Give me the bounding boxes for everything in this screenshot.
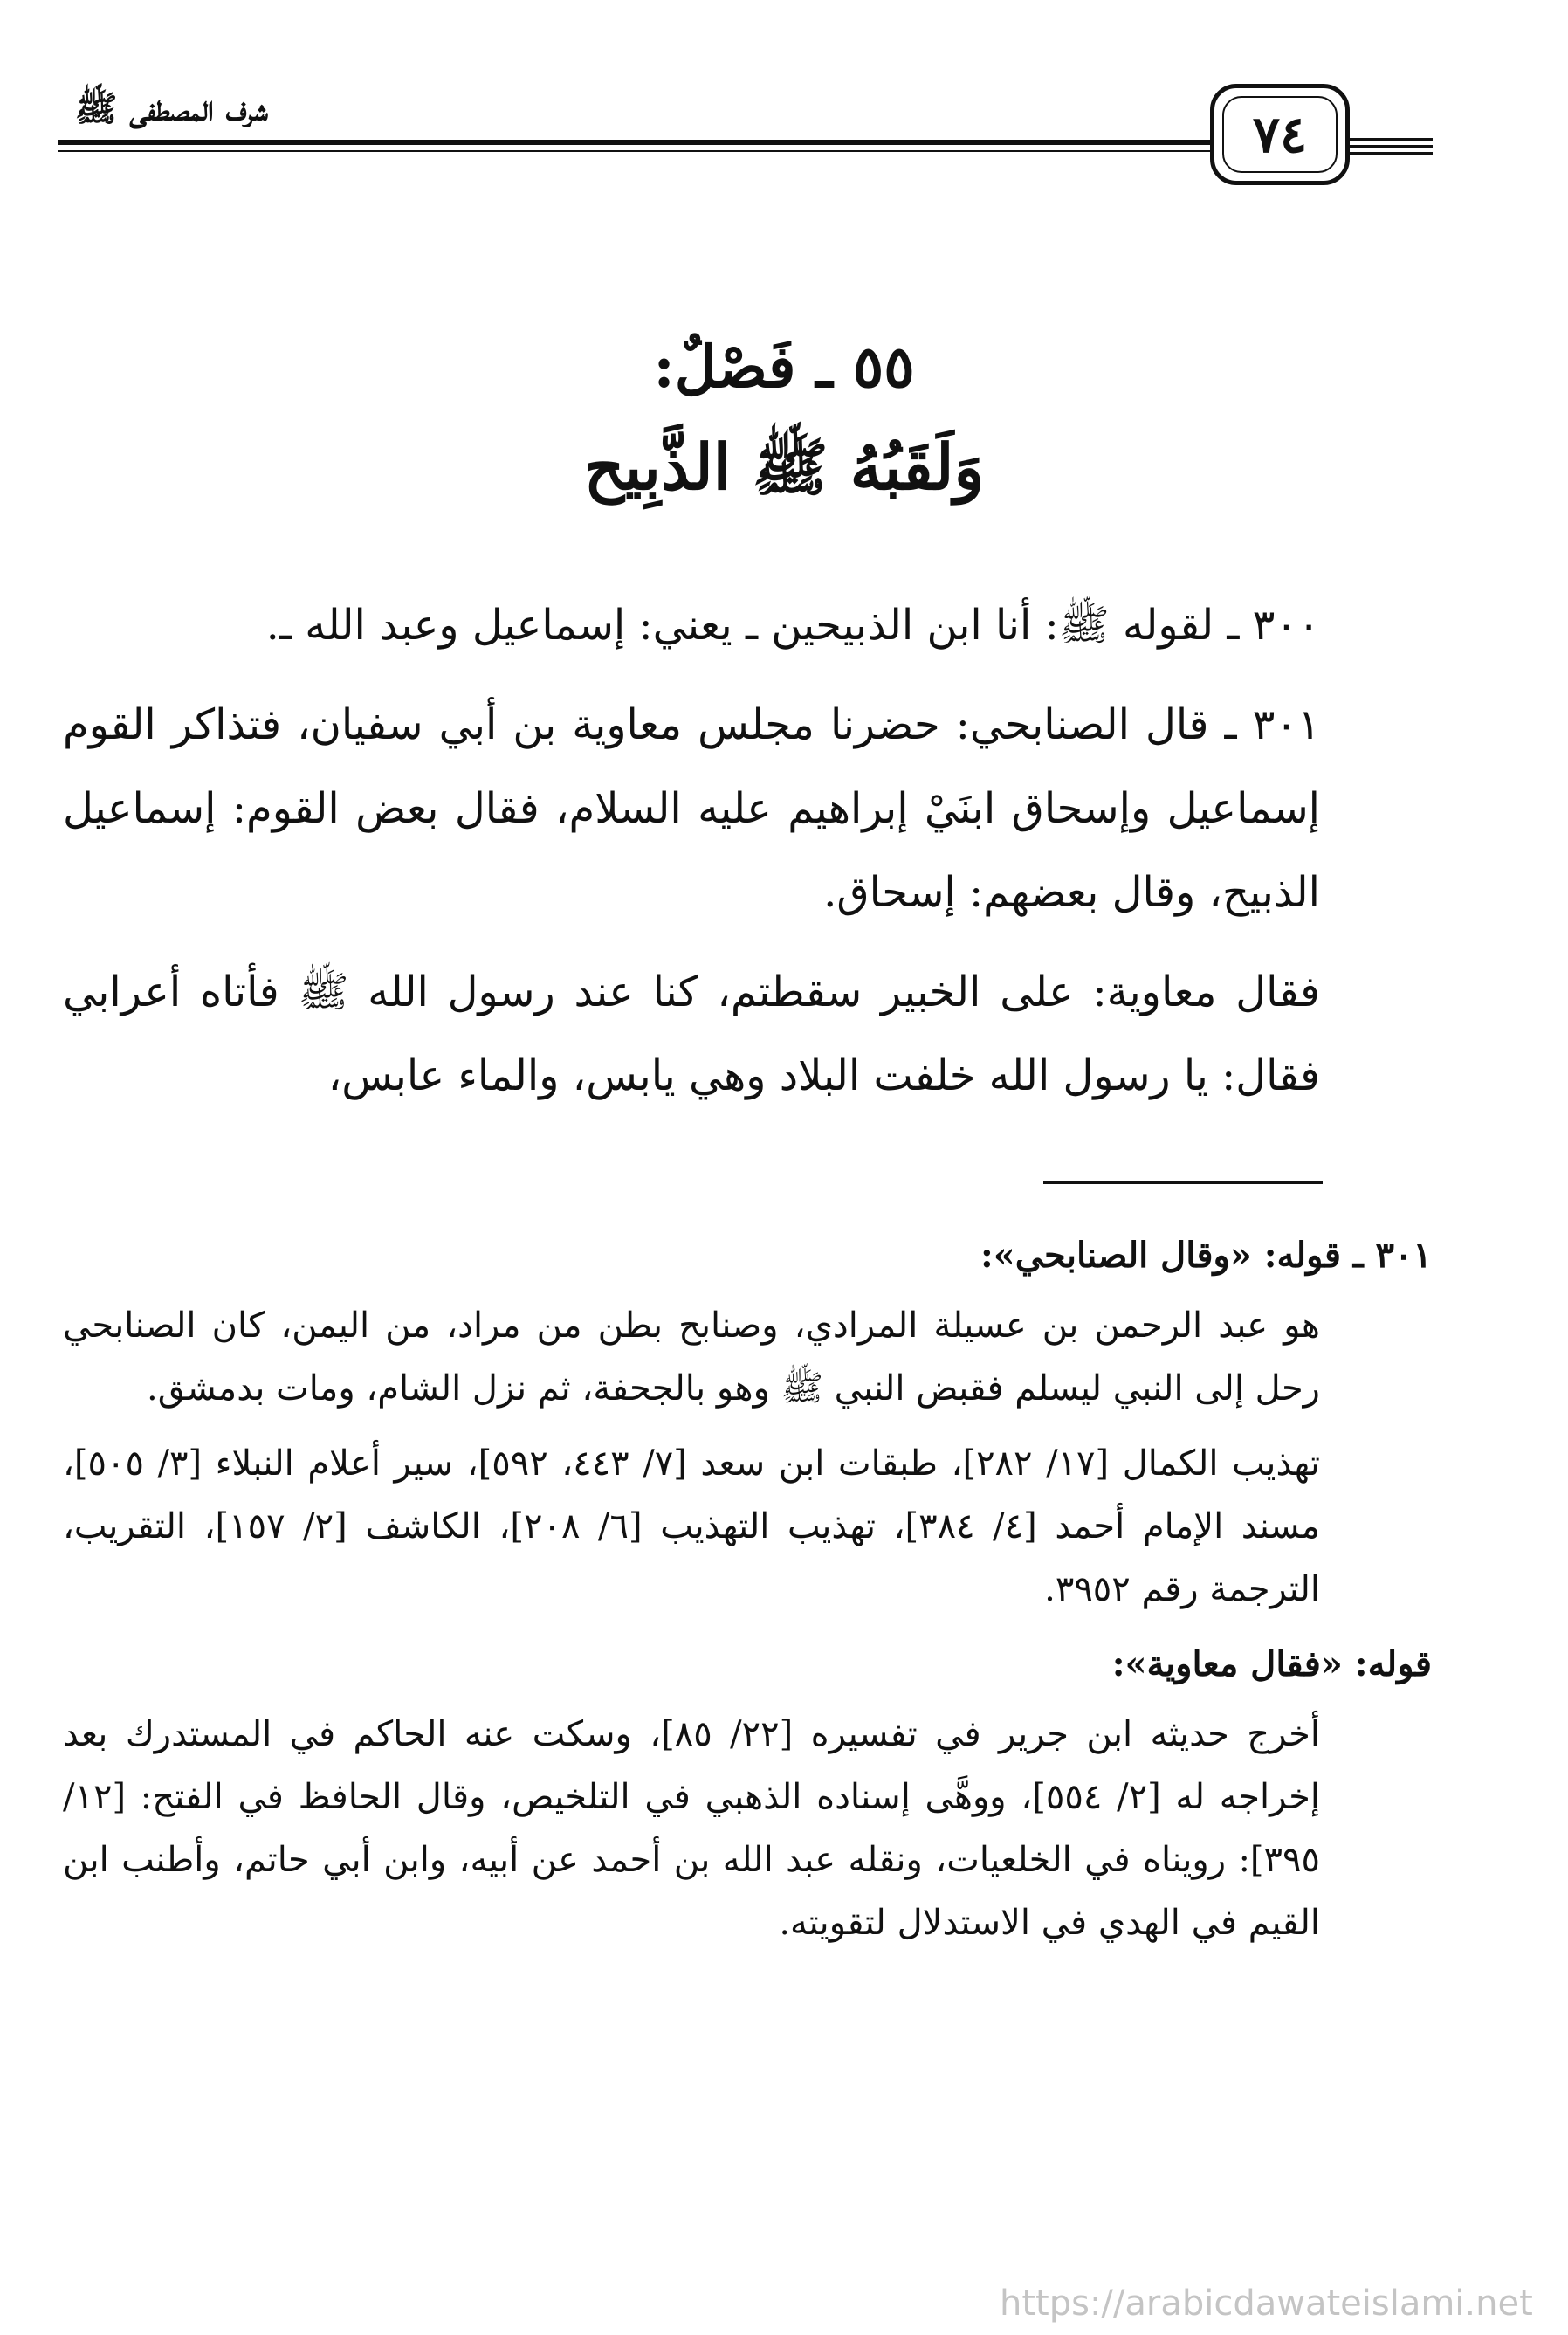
section-number-heading: ٥٥ ـ فَصْلٌ: [653,333,915,401]
paragraph-301: ٣٠١ ـ قال الصنابحي: حضرنا مجلس معاوية بن أبي سفيان، فتذاكر القوم إسماعيل وإسحاق ابنَيْ إبراهيم عليه السلام، فقال بعض القوم: إسماعيل الذبيح، وقال بعضهم: إسحاق. [63,700,1320,917]
footnote-separator [1043,1181,1323,1184]
footnotes [63,1224,1432,1966]
header-rule-thin [58,150,1210,152]
header-rule-right [1345,152,1433,155]
watermark-url: https://arabicdawateislami.net [1000,2283,1533,2324]
page-number: ٧٤ [1222,96,1338,173]
paragraph-301-continued: فقال معاوية: على الخبير سقطتم، كنا عند رسول الله ﷺ فأتاه أعرابي فقال: يا رسول الله خلفت البلاد وهي يابس، والماء عابس، [63,968,1320,1100]
footnote-sources: تهذيب الكمال [١٧/ ٢٨٢]، طبقات ابن سعد [٧/ ٤٤٣، ٥٩٢]، سير أعلام النبلاء [٣/ ٥٠٥]، مسند الإمام أحمد [٤/ ٣٨٤]، تهذيب التهذيب [٦/ ٢٠٨]، الكاشف [٢/ ١٥٧]، التقريب، الترجمة رقم ٣٩٥٢. [63,1443,1321,1609]
footnote-heading-muawiya: قوله: «فقال معاوية»: [1111,1643,1432,1684]
main-text [63,583,1320,1133]
header-rule-right [1345,138,1433,141]
header-rule-right [1345,145,1433,148]
paragraph-300: ٣٠٠ ـ لقوله ﷺ: أنا ابن الذبيحين ـ يعني: إسماعيل وعبد الله ـ. [265,601,1320,650]
section-title: وَلَقَبُهُ ﷺ الذَّبِيح [583,430,985,504]
running-title: شرف المصطفى ﷺ [75,88,268,129]
footnote-body: هو عبد الرحمن بن عسيلة المرادي، وصنابح بطن من مراد، من اليمن، كان الصنابحي رحل إلى النبي ليسلم فقبض النبي ﷺ وهو بالجحفة، ثم نزل الشام، ومات بدمشق. [63,1305,1320,1409]
header-rule-thick [58,140,1210,145]
footnote-heading-301: ٣٠١ ـ قوله: «وقال الصنابحي»: [980,1235,1432,1276]
footnote-body: أخرج حديثه ابن جرير في تفسيره [٢٢/ ٨٥]، وسكت عنه الحاكم في المستدرك بعد إخراجه له [٢/ ٥٥٤]، ووهَّى إسناده الذهبي في التلخيص، وقال الحافظ في الفتح: [١٢/ ٣٩٥]: رويناه في الخلعيات، ونقله عبد الله بن أحمد عن أبيه، وابن أبي حاتم، وأطنب ابن القيم في الهدي في الاستدلال لتقويته. [63,1714,1320,1943]
